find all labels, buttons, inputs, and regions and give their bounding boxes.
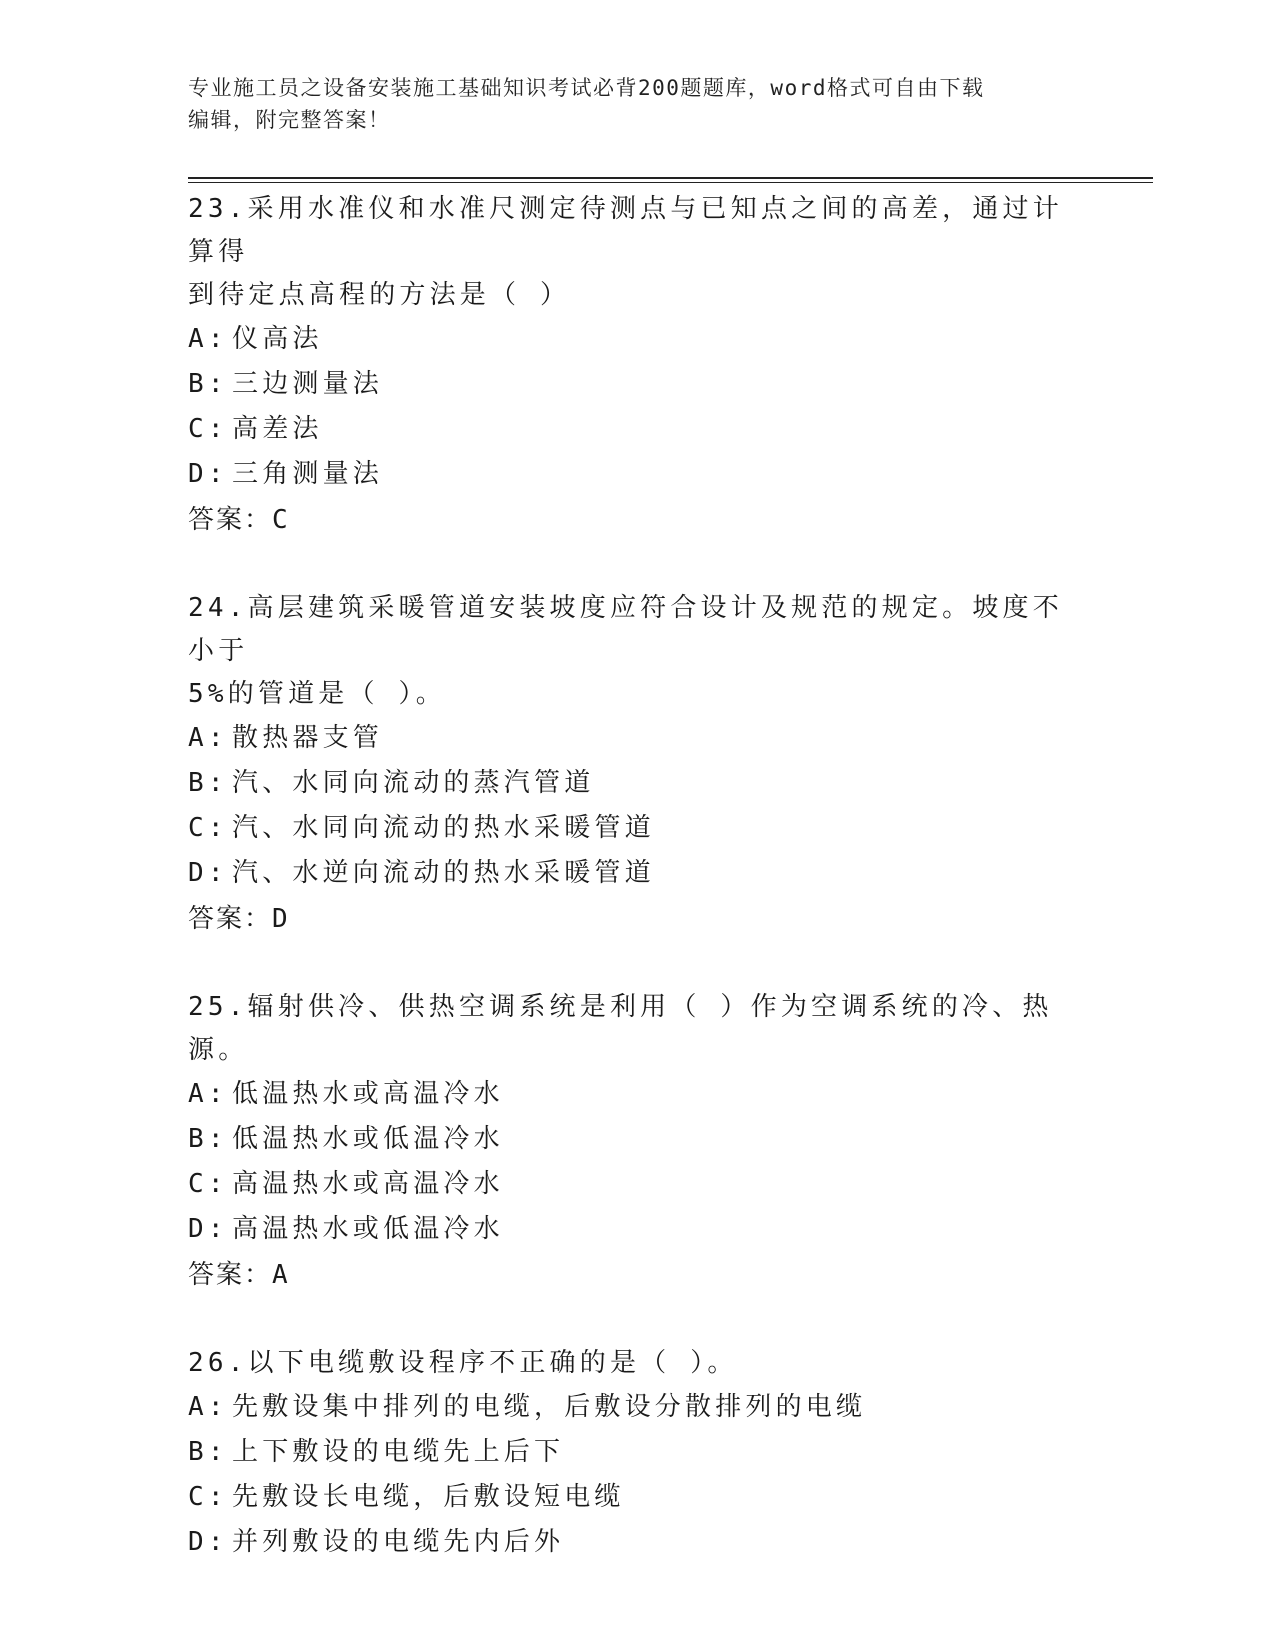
option-a <box>188 1072 1088 1117</box>
option-text: 三边测量法 <box>232 369 384 399</box>
header-divider-thick <box>188 177 1153 179</box>
option-text: 汽、水同向流动的蒸汽管道 <box>232 768 595 798</box>
option-text: 低温热水或低温冷水 <box>232 1124 504 1154</box>
option-text: 汽、水逆向流动的热水采暖管道 <box>232 858 655 888</box>
option-letter: B: <box>188 1124 228 1154</box>
option-b <box>188 761 1088 806</box>
option-letter: D: <box>188 1527 228 1557</box>
answer-label: 答案： <box>188 1260 273 1290</box>
option-d <box>188 1520 1088 1565</box>
document-header <box>188 72 1068 136</box>
option-letter: B: <box>188 1437 228 1467</box>
option-text: 散热器支管 <box>232 723 384 753</box>
option-text: 高差法 <box>232 414 323 444</box>
question-text-continued: 5%的管道是（ ）。 <box>188 679 446 709</box>
answer-label: 答案： <box>188 904 273 934</box>
option-letter: B: <box>188 768 228 798</box>
question-text: 24.高层建筑采暖管道安装坡度应符合设计及规范的规定。坡度不小于 <box>188 593 1063 666</box>
answer-line <box>188 497 1088 543</box>
question-list <box>188 188 1088 1609</box>
option-a <box>188 1385 1088 1430</box>
option-d <box>188 452 1088 497</box>
header-line-1: 专业施工员之设备安装施工基础知识考试必背200题题库，word格式可自由下载 <box>188 76 985 100</box>
option-letter: A: <box>188 723 228 753</box>
question-23 <box>188 188 1088 543</box>
answer-value: A <box>272 1260 290 1290</box>
option-c <box>188 1475 1088 1520</box>
option-letter: C: <box>188 1482 228 1512</box>
option-text: 先敷设长电缆，后敷设短电缆 <box>232 1482 625 1512</box>
answer-line <box>188 1252 1088 1298</box>
option-letter: D: <box>188 1214 228 1244</box>
option-letter: C: <box>188 1169 228 1199</box>
option-c <box>188 407 1088 452</box>
option-b <box>188 1430 1088 1475</box>
option-c <box>188 1162 1088 1207</box>
option-a <box>188 317 1088 362</box>
option-b <box>188 362 1088 407</box>
option-text: 低温热水或高温冷水 <box>232 1079 504 1109</box>
option-text: 汽、水同向流动的热水采暖管道 <box>232 813 655 843</box>
option-text: 高温热水或高温冷水 <box>232 1169 504 1199</box>
question-text-continued: 到待定点高程的方法是（ ） <box>188 280 571 310</box>
question-24 <box>188 587 1088 942</box>
option-text: 上下敷设的电缆先上后下 <box>232 1437 565 1467</box>
question-26 <box>188 1342 1088 1565</box>
option-text: 三角测量法 <box>232 459 384 489</box>
option-a <box>188 716 1088 761</box>
option-text: 高温热水或低温冷水 <box>232 1214 504 1244</box>
header-divider-thin <box>188 182 1153 183</box>
option-letter: C: <box>188 813 228 843</box>
option-letter: D: <box>188 858 228 888</box>
option-c <box>188 806 1088 851</box>
option-letter: B: <box>188 369 228 399</box>
question-text: 25.辐射供冷、供热空调系统是利用（ ）作为空调系统的冷、热源。 <box>188 992 1053 1065</box>
option-b <box>188 1117 1088 1162</box>
question-text: 26.以下电缆敷设程序不正确的是（ ）。 <box>188 1348 738 1378</box>
answer-value: C <box>272 505 290 535</box>
question-25 <box>188 986 1088 1298</box>
option-text: 仪高法 <box>232 324 323 354</box>
answer-line <box>188 896 1088 942</box>
option-d <box>188 851 1088 896</box>
option-letter: A: <box>188 1392 228 1422</box>
option-text: 并列敷设的电缆先内后外 <box>232 1527 565 1557</box>
option-letter: D: <box>188 459 228 489</box>
answer-value: D <box>272 904 290 934</box>
option-letter: C: <box>188 414 228 444</box>
question-text: 23.采用水准仪和水准尺测定待测点与已知点之间的高差，通过计算得 <box>188 194 1063 267</box>
header-line-2: 编辑，附完整答案！ <box>188 108 391 132</box>
answer-label: 答案： <box>188 505 273 535</box>
option-letter: A: <box>188 1079 228 1109</box>
option-letter: A: <box>188 324 228 354</box>
option-d <box>188 1207 1088 1252</box>
option-text: 先敷设集中排列的电缆，后敷设分散排列的电缆 <box>232 1392 867 1422</box>
